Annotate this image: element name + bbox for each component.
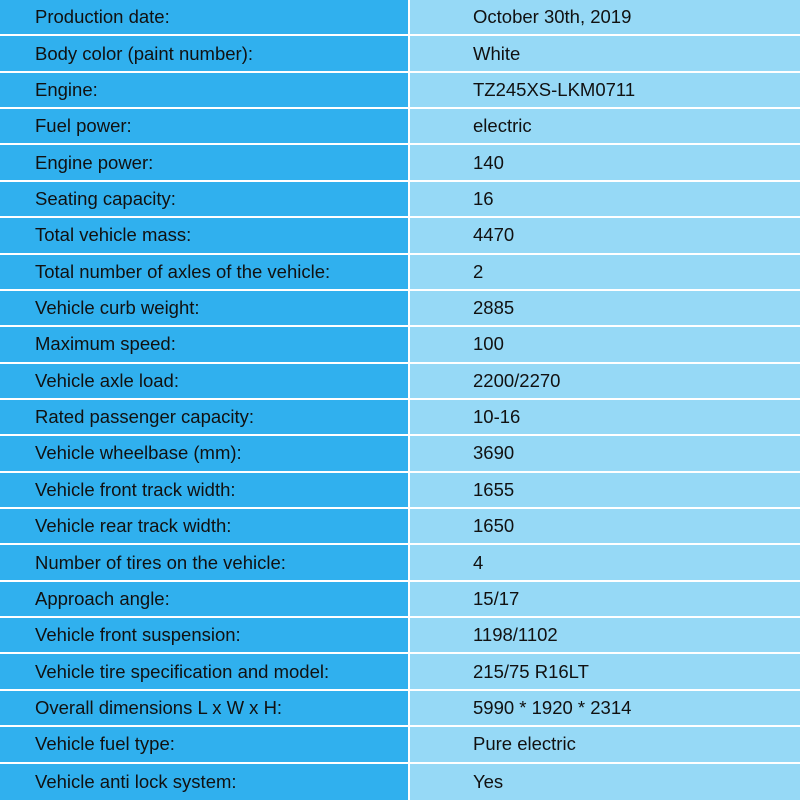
table-row xyxy=(0,582,800,618)
spec-value: 2200/2270 xyxy=(410,364,800,400)
table-row xyxy=(0,545,800,581)
spec-label: Fuel power: xyxy=(0,109,410,145)
spec-label: Vehicle tire specification and model: xyxy=(0,654,410,690)
spec-label: Vehicle curb weight: xyxy=(0,291,410,327)
spec-value: 10-16 xyxy=(410,400,800,436)
spec-label: Body color (paint number): xyxy=(0,36,410,72)
table-row xyxy=(0,327,800,363)
spec-value: White xyxy=(410,36,800,72)
spec-value: 5990 * 1920 * 2314 xyxy=(410,691,800,727)
spec-label: Number of tires on the vehicle: xyxy=(0,545,410,581)
spec-value: Pure electric xyxy=(410,727,800,763)
spec-value: TZ245XS-LKM0711 xyxy=(410,73,800,109)
table-row xyxy=(0,509,800,545)
spec-label: Engine: xyxy=(0,73,410,109)
spec-value: 2 xyxy=(410,255,800,291)
table-row xyxy=(0,36,800,72)
spec-label: Vehicle fuel type: xyxy=(0,727,410,763)
spec-label: Overall dimensions L x W x H: xyxy=(0,691,410,727)
spec-value: 4 xyxy=(410,545,800,581)
spec-label: Vehicle front suspension: xyxy=(0,618,410,654)
spec-label: Vehicle wheelbase (mm): xyxy=(0,436,410,472)
spec-label: Vehicle anti lock system: xyxy=(0,764,410,800)
spec-value: 100 xyxy=(410,327,800,363)
spec-value: Yes xyxy=(410,764,800,800)
spec-label: Seating capacity: xyxy=(0,182,410,218)
spec-value: 1655 xyxy=(410,473,800,509)
table-row xyxy=(0,436,800,472)
table-row xyxy=(0,182,800,218)
table-row xyxy=(0,473,800,509)
spec-value: 15/17 xyxy=(410,582,800,618)
spec-value: 215/75 R16LT xyxy=(410,654,800,690)
spec-label: Total vehicle mass: xyxy=(0,218,410,254)
table-row xyxy=(0,73,800,109)
spec-value: 140 xyxy=(410,145,800,181)
table-row xyxy=(0,218,800,254)
spec-label: Approach angle: xyxy=(0,582,410,618)
spec-value: electric xyxy=(410,109,800,145)
table-row xyxy=(0,691,800,727)
table-row xyxy=(0,654,800,690)
spec-label: Maximum speed: xyxy=(0,327,410,363)
spec-label: Total number of axles of the vehicle: xyxy=(0,255,410,291)
table-row xyxy=(0,0,800,36)
spec-value: October 30th, 2019 xyxy=(410,0,800,36)
table-row xyxy=(0,109,800,145)
table-row xyxy=(0,400,800,436)
table-row xyxy=(0,764,800,800)
spec-value: 2885 xyxy=(410,291,800,327)
spec-value: 16 xyxy=(410,182,800,218)
spec-label: Rated passenger capacity: xyxy=(0,400,410,436)
spec-value: 3690 xyxy=(410,436,800,472)
table-row xyxy=(0,291,800,327)
spec-label: Engine power: xyxy=(0,145,410,181)
table-row xyxy=(0,618,800,654)
table-row xyxy=(0,364,800,400)
spec-label: Vehicle axle load: xyxy=(0,364,410,400)
spec-label: Vehicle rear track width: xyxy=(0,509,410,545)
table-row xyxy=(0,255,800,291)
spec-label: Production date: xyxy=(0,0,410,36)
spec-label: Vehicle front track width: xyxy=(0,473,410,509)
spec-value: 4470 xyxy=(410,218,800,254)
table-row xyxy=(0,727,800,763)
table-row xyxy=(0,145,800,181)
spec-value: 1650 xyxy=(410,509,800,545)
spec-value: 1198/1102 xyxy=(410,618,800,654)
